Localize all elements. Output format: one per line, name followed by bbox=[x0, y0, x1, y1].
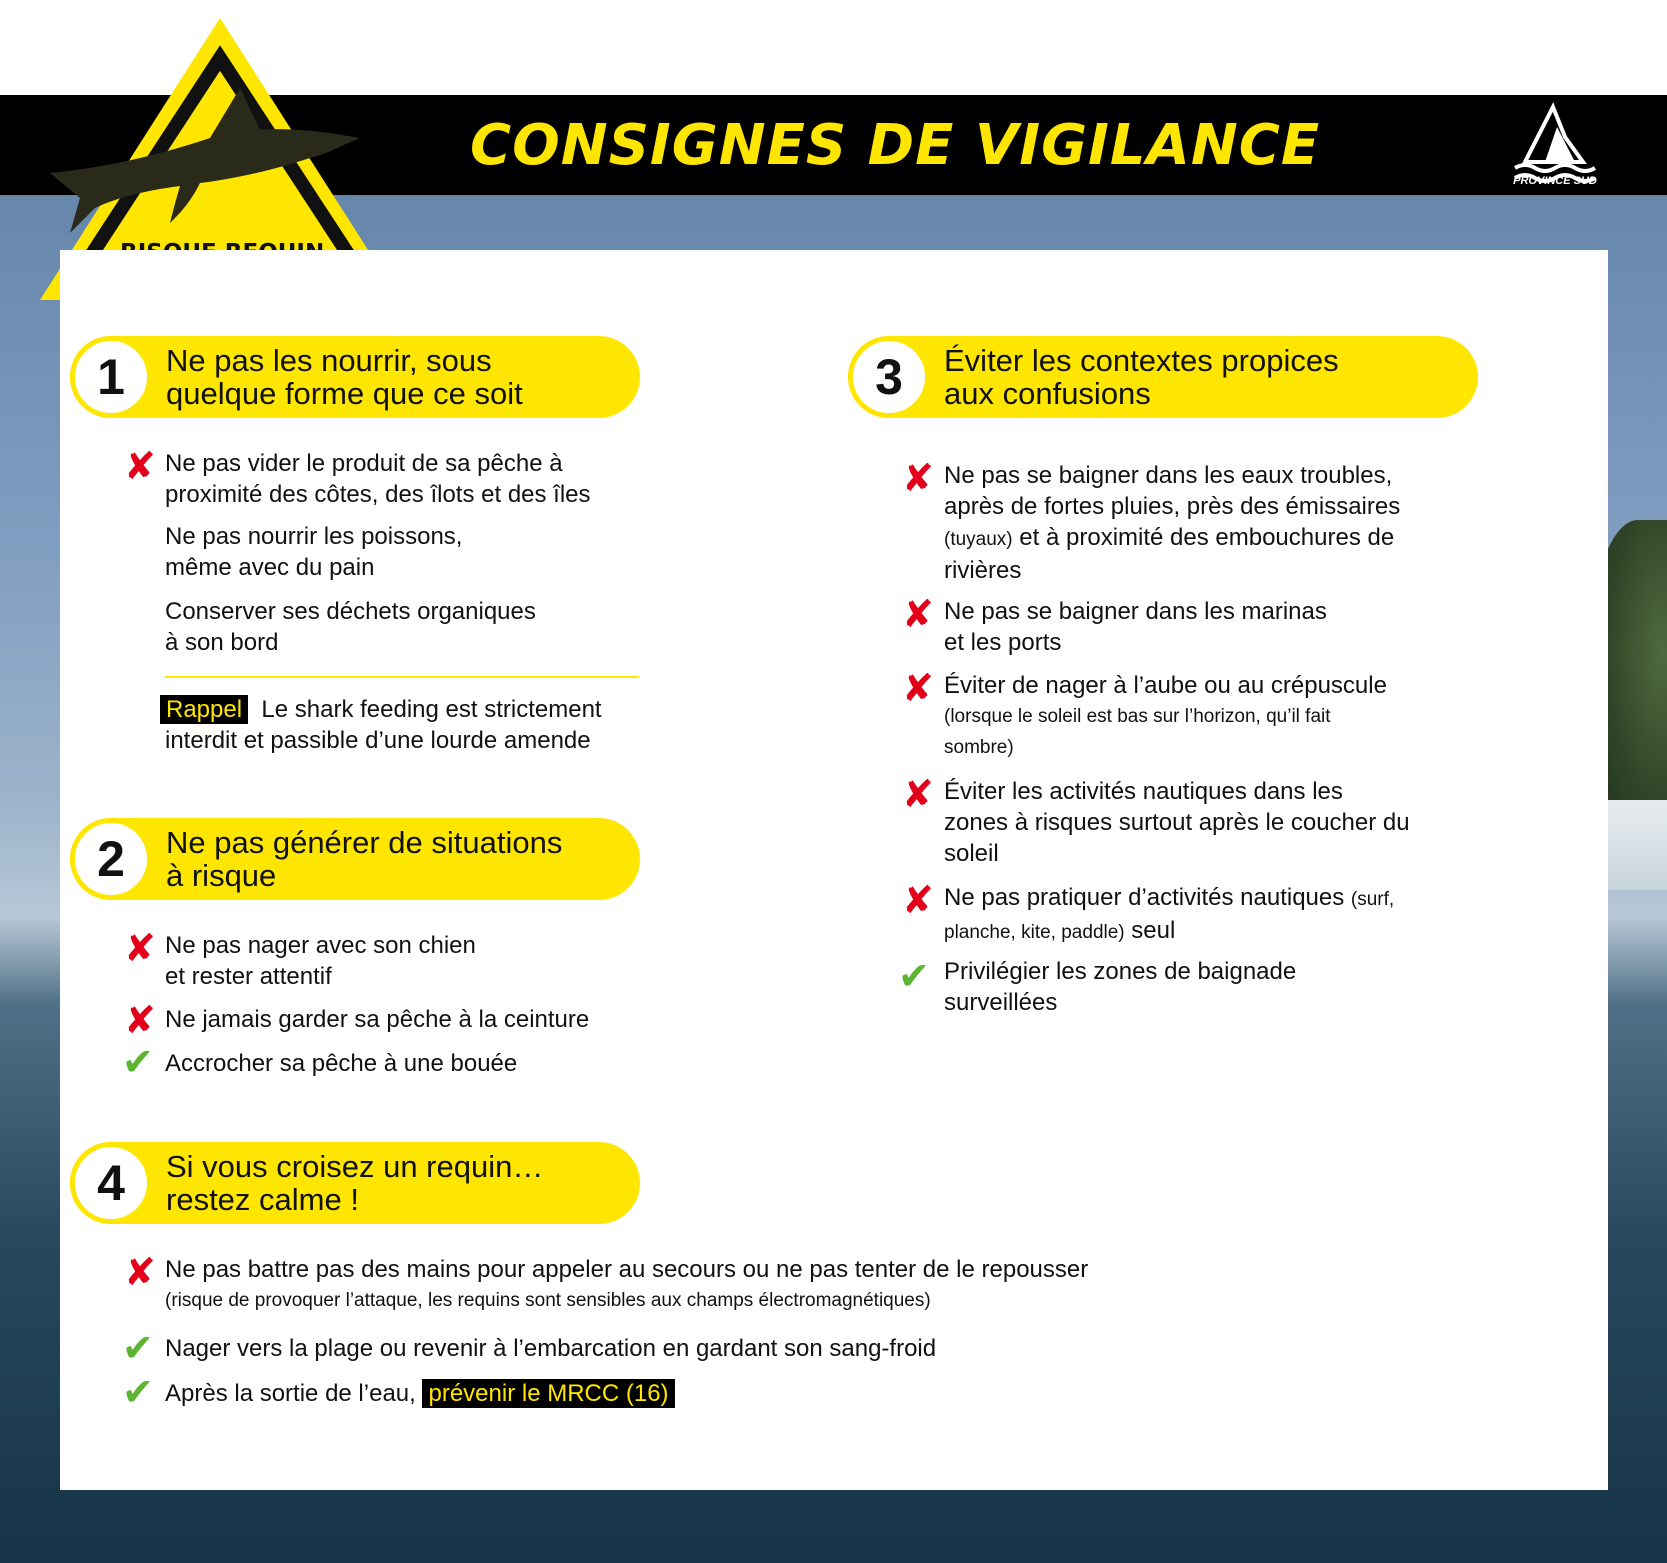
check-icon: ✔ bbox=[122, 1328, 154, 1370]
cross-icon: ✘ bbox=[124, 928, 156, 970]
section-2-number: 2 bbox=[70, 818, 152, 900]
cross-icon: ✘ bbox=[124, 1252, 156, 1294]
rappel-note: Rappel Le shark feeding est strictement interdit et passible d’une lourde amende bbox=[160, 694, 602, 756]
cross-icon: ✘ bbox=[902, 880, 934, 922]
beach bbox=[1600, 800, 1667, 890]
list-item: Privilégier les zones de baignade surveillées bbox=[944, 958, 1297, 1016]
list-item: Éviter de nager à l’aube ou au crépuscule (lorsque le soleil est bas sur l’horizon, qu’il fait sombre) bbox=[944, 672, 1387, 758]
list-item: Ne jamais garder sa pêche à la ceinture bbox=[165, 1006, 590, 1033]
list-item: Ne pas nager avec son chien et rester attentif bbox=[165, 932, 476, 990]
cross-icon: ✘ bbox=[902, 668, 934, 710]
section-4-title: Si vous croisez un requin… restez calme ! bbox=[166, 1149, 544, 1217]
section-2-title: Ne pas générer de situations à risque bbox=[166, 825, 563, 893]
section-4-number: 4 bbox=[70, 1142, 152, 1224]
list-item: Éviter les activités nautiques dans les zones à risques surtout après le coucher du soleil bbox=[944, 778, 1410, 867]
section-1-title: Ne pas les nourrir, sous quelque forme que ce soit bbox=[166, 343, 523, 411]
cross-icon: ✘ bbox=[902, 458, 934, 500]
list-item: Ne pas battre pas des mains pour appeler au secours ou ne pas tenter de le repousser (risque de provoquer l’attaque, les requins sont sensibles aux champs électromagnétiques) bbox=[165, 1256, 1089, 1311]
check-icon: ✔ bbox=[122, 1042, 154, 1084]
list-item: Accrocher sa pêche à une bouée bbox=[165, 1050, 518, 1077]
list-item: Ne pas nourrir les poissons, même avec du pain bbox=[165, 523, 463, 581]
logo-label: PROVINCE SUD bbox=[1513, 175, 1597, 187]
section-1-header bbox=[70, 336, 640, 418]
check-icon: ✔ bbox=[898, 956, 930, 998]
list-item: Ne pas se baigner dans les marinas et les ports bbox=[944, 598, 1327, 656]
rappel-tag: Rappel bbox=[160, 695, 248, 724]
section-3-number: 3 bbox=[848, 336, 930, 418]
section-3-header bbox=[848, 336, 1478, 418]
mrcc-tag: prévenir le MRCC (16) bbox=[422, 1379, 674, 1408]
page-title: CONSIGNES DE VIGILANCE bbox=[470, 113, 1321, 178]
divider bbox=[165, 676, 639, 678]
list-item: Conserver ses déchets organiques à son bord bbox=[165, 598, 536, 656]
check-icon: ✔ bbox=[122, 1372, 154, 1414]
section-3-title: Éviter les contextes propices aux confusions bbox=[944, 343, 1339, 411]
list-item: Nager vers la plage ou revenir à l’embarcation en gardant son sang-froid bbox=[165, 1335, 937, 1362]
list-item: Ne pas vider le produit de sa pêche à proximité des côtes, des îlots et des îles bbox=[165, 450, 591, 508]
cross-icon: ✘ bbox=[902, 774, 934, 816]
cross-icon: ✘ bbox=[124, 1000, 156, 1042]
list-item: Après la sortie de l’eau, prévenir le MRCC (16) bbox=[165, 1378, 675, 1409]
section-4-header bbox=[70, 1142, 640, 1224]
section-1-number: 1 bbox=[70, 336, 152, 418]
section-2-header bbox=[70, 818, 640, 900]
list-item: Ne pas pratiquer d’activités nautiques (surf, planche, kite, paddle) seul bbox=[944, 884, 1395, 944]
list-item: Ne pas se baigner dans les eaux troubles, après de fortes pluies, près des émissaires (tuyaux) et à proximité des embouchures de rivières bbox=[944, 462, 1401, 584]
cross-icon: ✘ bbox=[124, 446, 156, 488]
cross-icon: ✘ bbox=[902, 594, 934, 636]
